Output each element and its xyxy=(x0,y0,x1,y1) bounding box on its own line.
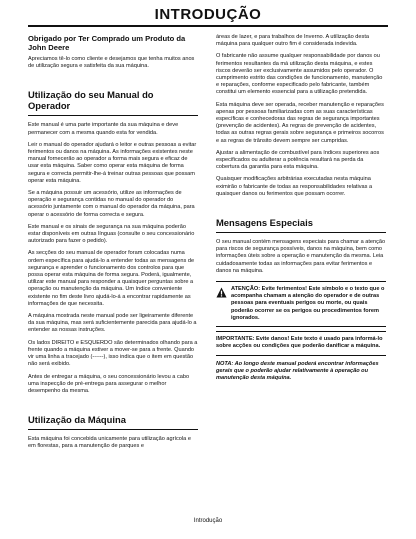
manual-paragraph-7: Os lados DIREITO e ESQUERDO são determinados olhando para a frente quando a máquina estiver a mover-se para a frente. Quando vir uma linha a tracejado (------), isso indica que o item em questão não será exibido. xyxy=(28,339,198,368)
manual-paragraph-4: Este manual e os sinais de segurança na sua máquina poderão estar disponíveis em outras línguas (consulte o seu concessionário autorizado para fazer o pedido). xyxy=(28,223,195,245)
important-text: IMPORTANTE: Evite danos! Este texto é usado para informá-lo sobre acções ou condições que poderão danificar a máquina. xyxy=(216,336,383,350)
important-box xyxy=(216,331,386,355)
spacer xyxy=(216,203,386,217)
messages-paragraph: O seu manual contém mensagens especiais para chamar a atenção para riscos de segurança possíveis, danos na máquina, bem como informações úteis sobre a operação e manutenção da mesma. Leia cuidadosamente todas as informações para evitar ferimentos e danos na máquina. xyxy=(216,239,386,274)
use-paragraph-1: Esta máquina foi concebida unicamente para utilização agrícola e em florestas, para a manutenção de parques e xyxy=(28,436,191,450)
section-rule xyxy=(216,232,386,233)
use-heading: Utilização da Máquina xyxy=(28,414,126,426)
right-column xyxy=(216,34,386,387)
responsibility-paragraph: O fabricante não assume qualquer responsabilidade por danos ou ferimentos resultantes da má utilização desta máquina, e estes riscos deverão ser exclusivamente assumidos pelo operador. O cumprimento estrito das condições de funcionamento, manutenção e reparações, conforme especificado pelo fabricante, também constitui um elemento essencial para a utilização pretendida. xyxy=(216,53,383,96)
fuel-paragraph: Ajustar a alimentação de combustível para índices superiores aos especificados ou adulterar a potência resultará na perda da cobertura da garantia para esta máquina. xyxy=(216,149,380,171)
note-text: NOTA: Ao longo deste manual poderá encontrar informações gerais que o poderão ajudar relativamente à operação ou manutenção desta máquina. xyxy=(216,360,379,381)
manual-paragraph-1: Este manual é uma parte importante da sua máquina e deve permanecer com a mesma quando esta for vendida. xyxy=(28,122,179,136)
manual-paragraph-5: As secções do seu manual de operador foram colocadas numa ordem específica para ajudá-lo a entender todas as mensagens de segurança e aprender o funcionamento dos controlos para que possa operar esta máquina de forma segura. Poderá, igualmente, utilizar este manual para responder a quaisquer perguntas sobre a operação ou manutenção da máquina. Um índice conveniente existente no fim deste livro ajudá-lo-á a encontrar rapidamente as informações de que necessita. xyxy=(28,250,195,307)
left-column xyxy=(28,34,198,456)
messages-heading: Mensagens Especiais xyxy=(216,217,313,229)
manual-paragraph-8: Antes de entregar a máquina, o seu concessionário levou a cabo uma inspecção de pré-entrega para assegurar o melhor desempenho da mesma. xyxy=(28,373,190,394)
thanks-heading: Obrigado por Ter Comprado um Produto da John Deere xyxy=(28,34,186,52)
warning-box xyxy=(216,281,386,327)
page-title: INTRODUÇÃO xyxy=(154,6,262,23)
use-paragraph-continued: áreas de lazer, e para trabalhos de Inverno. A utilização desta máquina para qualquer outro fim é considerada indevida. xyxy=(216,34,369,48)
manual-paragraph-3: Se a máquina possuir um acessório, utilize as informações de operação e segurança contidas no manual do operador do acessório juntamente com o manual do operador da máquina, para operar o acessório de forma correcta e segura. xyxy=(28,190,195,218)
spacer xyxy=(28,400,198,414)
section-rule xyxy=(28,429,198,430)
manual-paragraph-6: A máquina mostrada neste manual pode ser ligeiramente diferente da sua máquina, mas será suficientemente parecida para ajudá-lo a entender as nossas instruções. xyxy=(28,313,197,334)
spacer xyxy=(28,75,198,89)
warning-triangle-icon xyxy=(216,287,227,298)
manual-paragraph-2: Leir o manual do operador ajudará o leitor e outras pessoas a evitar ferimentos ou danos na máquina. As informações existentes neste manual fornecerão ao operador a forma mais segura e eficaz de usar esta máquina. Saber como operar esta máquina de forma segura e correcta permitir-lhe-á treinar outras pessoas que possam operar esta máquina. xyxy=(28,141,197,184)
page-footer: Introdução xyxy=(193,518,223,524)
manual-heading: Utilização do seu Manual do Operador xyxy=(28,89,154,112)
title-rule xyxy=(28,25,388,27)
warning-text: ATENÇÃO: Evite ferimentos! Este símbolo e o texto que o acompanha chamam a atenção do operador e de outras pessoas para eventuais perigos ou morte, ou quais poderão ocorrer se os perigos ou procedimentos forem ignorados. xyxy=(231,286,385,321)
thanks-paragraph: Apreciamos tê-lo como cliente e desejamos que tenha muitos anos de utilização segura e satisfeita da sua máquina. xyxy=(28,56,195,70)
modifications-paragraph: Quaisquer modificações arbitrárias executadas nesta máquina eximirão o fabricante de todas as responsabilidades relativas a quaisquer danos ou ferimentos que possam ocorrer. xyxy=(216,176,373,197)
operation-paragraph: Esta máquina deve ser operada, receber manutenção e reparações apenas por pessoas familiarizadas com as suas características específicas e conhecedoras das regras de segurança importantes (prevenção de acidentes). As regras de prevenção de acidentes, todas as outras regras gerais sobre segurança e primeiros socorros e as regras de trânsito devem sempre ser cumpridas. xyxy=(216,101,384,144)
section-rule xyxy=(28,115,198,116)
